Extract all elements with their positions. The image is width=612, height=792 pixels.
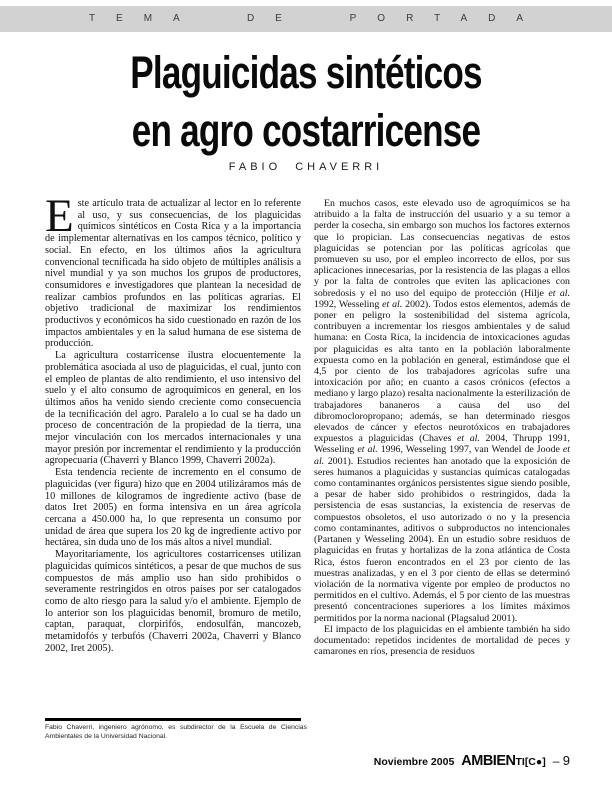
paragraph [45,350,301,467]
paragraph [45,549,301,654]
text-run: La agricultura costarricense ilustra elocuentemente la problemática asociada al uso de plaguicidas, el cual, junto con el empleo de plantas de alto rendimiento, el uso intensivo del suelo y el alto consumo de agroquímicos en general, en los últimos años ha venido siendo creciente como consecuencia de la tecnificación del agro. Paralelo a lo cual se ha dado un proceso de concentración de la propiedad de la tierra, una mejor vinculación con los mercados internacionales y una mayor presión por incrementar el rendimiento y la producción agropecuaria (Chaverri y Blanco 1999, Chaverri 2002a). [45,350,301,467]
italic-run: et al. [357,444,378,456]
page-number-separator: – [552,754,560,768]
italic-run: et al. [457,433,480,445]
italic-run: et al. [382,298,403,310]
text-run: El impacto de los plaguicidas en el ambiente también ha sido documentado: repetidos incidentes de mortalidad de peces y camarones en ríos, presencia de residuos [314,623,570,658]
issue-date: Noviembre 2005 [373,756,455,768]
text-run: ste artículo trata de actualizar al lector en lo referente al uso, y sus consecuencias, de los plaguicidas químicos sintéticos en Costa Rica y a la importancia de implementar alternativas en los campos técnico, político y social. En efecto, en los últimos años la agricultura convencional tecnificada ha sido objeto de múltiples análisis a nivel mundial y ya son muchos los grupos de productores, consumidores e investigadores que plantean la necesidad de realizar cambios profundos en las políticas agrarias. El objetivo tradicional de maximizar los rendimientos productivos y económicos ha sido cuestionado en razón de los impactos ambientales y en la salud humana de ese sistema de producción. [45,198,301,350]
paragraph [45,190,301,350]
text-run: 2002). Todos estos elementos, además de poner en peligro la sostenibilidad del sistema agrícola, contribuyen a incrementar los riesgos ambientales y de salud humana: en Costa Rica, la incidencia de intoxicaciones agudas por plaguicidas es alta tanto en la población laboralmente expuesta como en la población en general, estimándose que el 4,5 por ciento de los trabajadores agrícolas sufre una intoxicación por año; en cuanto a casos crónicos (efectos a mediano y largo plazo) resalta nacionalmente la esterilización de trabajadores bananeros a causa del uso del dibromocloropropano; además, se han determinado riesgos elevados de cáncer y efectos neurotóxicos en trabajadores expuestos a plaguicidas (Chaves [314,298,571,445]
text-run: 1996, Wesseling 1997, van Wendel de Joode [377,444,563,456]
article-title [67,44,544,160]
title-line-1: Plaguicidas sintéticos [130,47,482,98]
page-number-value: 9 [562,753,570,768]
paragraph [314,624,570,658]
text-run: En muchos casos, este elevado uso de agroquímicos se ha atribuido a la falta de instrucción del usuario y a su temor a perder la cosecha, sin embargo son muchos los factores externos que lo propician. Las consecuencias negativas de estos plaguicidas se potencian por las políticas agrícolas que promueven su uso, por el empleo incorrecto de ellos, por sus aplicaciones innecesarias, por la resistencia de las plagas a ellos y por la falta de controles que eviten las aplicaciones con sobredosis y el no uso del equipo de protección (Hilje [314,198,570,299]
magazine-logo [461,753,545,769]
column-right [314,198,570,657]
article-body [45,190,571,658]
footnote-divider [45,718,301,721]
italic-run: et al. [548,287,570,299]
italic-run: et al. [314,444,571,467]
section-kicker: TEMA DE PORTADA [88,13,545,24]
footnote-text: Fabio Chaverri, ingeniero agrónomo, es subdirector de la Escuela de Ciencias Ambientales de la Universidad Nacional. [45,724,307,740]
drop-cap: E [45,190,74,242]
text-run: 2001). Estudios recientes han anotado que la exposición de seres humanos a plaguicidas y sustancias químicas catalogadas como contaminantes orgánicos persistentes sigue siendo posible, a pesar de haber sido prohibidos o restringidos, dada la persistencia de esas sustancias, la existencia de reservas de compuestos obsoletos, el uso autorizado o no y la presencia como contaminantes, aditivos o subproductos no intencionales (Partanen y Wesseling 2004). En un estudio sobre residuos de plaguicidas en frutas y hortalizas de la zona atlántica de Costa Rica, éstos fueron encontrados en el 23 por ciento de las muestras analizadas, y en el 3 por ciento de ellas se determinó violación de la normativa vigente por empleo de productos no permitidos en el cultivo. Además, el 5 por ciento de las muestras presentó concentraciones superiores a los límites máximos permitidos por la norma nacional (Plagsalud 2001). [314,455,570,624]
title-line-2: en agro costarricense [131,105,481,156]
text-run: 2004, Thrupp 1991, Wesseling [314,433,570,456]
author-name: FABIO CHAVERRI [228,161,384,173]
logo-stylized-part: TI[C●] [515,756,546,768]
page-number [553,753,570,768]
paragraph [314,198,570,624]
kicker-band [0,6,612,32]
text-run: Mayoritariamente, los agricultores costarricenses utilizan plaguicidas químicos sintéticos, a pesar de que muchos de sus compuestos de más amplio uso han sido prohibidos o severamente restringidos en otros países por ser catalogados como de alto riesgo para la salud y/o el ambiente. Ejemplo de lo anterior son los plaguicidas benomil, bromuro de metilo, captan, paraquat, clorpirifós, endosulfán, mancozeb, metamidofós y terbufós (Chaverri 2002a, Chaverri y Blanco 2002, Iret 2005). [45,549,301,654]
paragraph [45,467,301,549]
column-left [45,190,301,657]
logo-bold-part: AMBIEN [461,753,516,769]
text-run: 1992, Wesseling [314,298,383,310]
page-footer [374,753,570,769]
text-run: Esta tendencia reciente de incremento en el consumo de plaguicidas (ver figura) hizo que en 2004 utilizáramos más de 10 millones de kilogramos de ingrediente activo (base de datos Iret 2005) en forma intensiva en un área agrícola cercana a 450.000 ha, lo que representa un consumo por unidad de área que supera los 20 kg de ingrediente activo por hectárea, sin duda uno de los más altos a nivel mundial. [45,467,301,549]
